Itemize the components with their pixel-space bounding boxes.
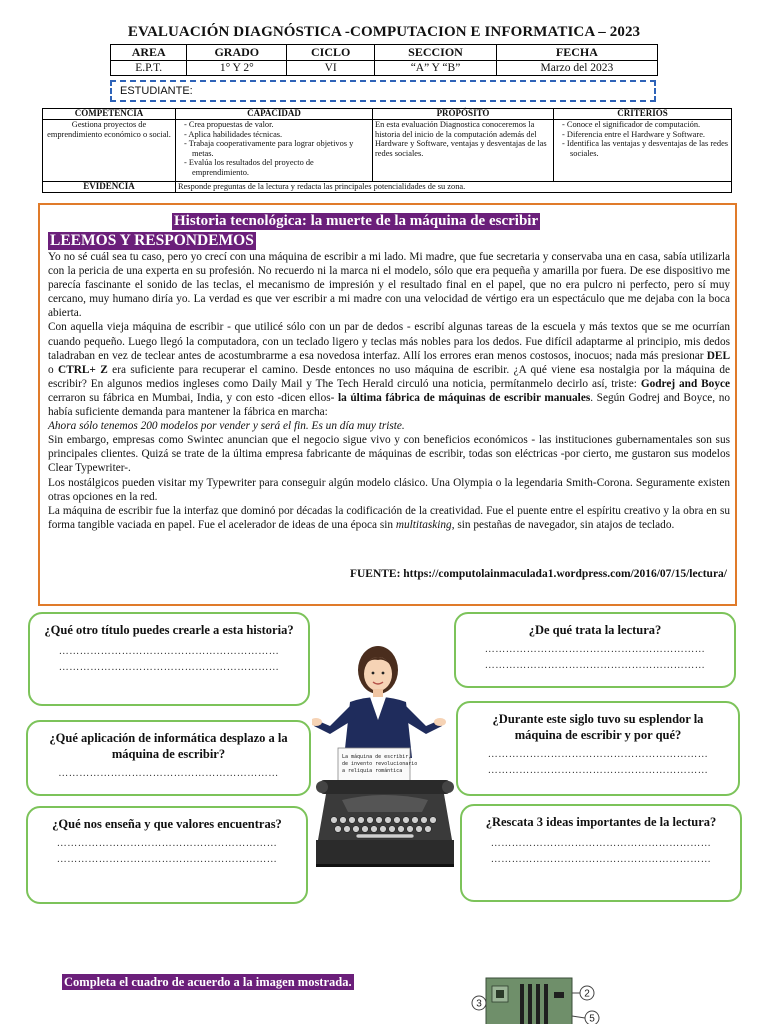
student-label: ESTUDIANTE: [120,85,193,97]
val-ciclo: VI [287,61,375,76]
callout-3 [472,996,486,1010]
capacidad-item: - Trabaja cooperativamente para lograr objetivos y metas. [192,139,370,158]
reading-body [48,250,730,532]
capacidad-item: - Evalúa los resultados del proyecto de emprendimiento. [192,158,370,177]
th-capacidad: CAPACIDAD [176,109,373,120]
capacidad-cell [176,120,373,182]
reading-section [38,203,737,606]
criterio-item: - Diferencia entre el Hardware y Software. [570,130,729,140]
criterios-cell [554,120,732,182]
activity-instruction: Completa el cuadro de acuerdo a la imagen mostrada. [64,975,352,989]
capacidad-item: - Crea propuestas de valor. [192,120,370,130]
val-grado: 1° Y 2° [187,61,287,76]
svg-text:3: 3 [476,998,482,1010]
info-table [110,44,658,76]
answer-line[interactable]: ……………………………………………………… [56,838,278,849]
answer-line[interactable]: ……………………………………………………… [58,646,280,657]
page-title: EVALUACIÓN DIAGNÓSTICA -COMPUTACION E INFORMATICA – 2023 [127,24,641,40]
svg-text:5: 5 [589,1013,595,1024]
question-box-title [28,612,310,706]
answer-line[interactable]: ……………………………………………………… [484,644,706,655]
criterio-item: - Identifica las ventajas y desventajas de las redes sociales. [570,139,729,158]
val-seccion: “A” Y “B” [375,61,497,76]
answer-line[interactable]: ……………………………………………………… [490,854,712,865]
question-text: ¿De qué trata la lectura? [528,623,662,637]
typewriter-icon [316,748,454,867]
motherboard-image [466,972,606,1024]
answer-line[interactable]: ……………………………………………………… [487,765,709,776]
paragraph: Con aquella vieja máquina de escribir - que utilicé sólo con un par de dedos - escribí algunas tareas de la escuela y más textos que se me ocurrían cuando pequeño. Luego llegó la computadora, con un teclado ligero y teclas más nobles para los dedos. Fue difícil adaptarme al principio, mis dedos taladraban en vez de teclear antes de acostumbrarme a esa novedosa interfaz. Allí los errores eran menos costosos, inocuos; nada más presionar DEL o CTRL+ Z era suficiente para recuperar el camino. Desde entonces no uso máquina de escribir. ¿A qué viene esa nostalgia por la máquina de escribir? En algunos medios ingleses como Daily Mail y The Tech Herald circuló una noticia, permítanmelo decirlo así, triste: Godrej and Boyce cerraron su fábrica en Mumbai, India, y con esto -dicen ellos- la última fábrica de máquinas de escribir manuales. Según Godrej and Boyce, no había suficiente demanda para mantener la fábrica en marcha: [48,321,731,419]
svg-text:a reliquia romántica: a reliquia romántica [342,768,403,774]
question-text: ¿Durante este siglo tuvo su esplendor la máquina de escribir y por qué? [492,712,704,742]
col-fecha: FECHA [496,45,657,61]
svg-text:2: 2 [584,988,590,1000]
question-box-century [456,701,740,796]
teacher-icon [312,646,446,758]
question-box-topic [454,612,736,688]
evidencia-text: Responde preguntas de la lectura y redacta las principales potencialidades de su zona. [176,182,732,193]
paragraph: Sin embargo, empresas como Swintec anuncian que el negocio sigue vivo y con beneficios económicos - las instituciones gubernamentales son sus principales clientes. Quizá se trate de la última empresa fabricante de máquinas de escribir, todas son eléctricas -por cierto, me gustaron sus modelos Clear Typewriter-. [48,434,730,475]
callout-5 [585,1011,599,1024]
proposito-cell: En esta evaluación Diagnostica conoceremos la historia del inicio de la computación además del Hardware y Software, ventajas y desventajas de las redes sociales. [373,120,554,182]
paragraph: La máquina de escribir fue la interfaz que dominó por décadas la codificación de la creatividad. Fue el puente entre el espíritu creativo y la obra en su forma tangible vaciada en papel. Fue el acelerador de ideas de una época sin multitasking, sin pestañas de navegador, sin atajos de teclado. [48,504,730,531]
teacher-typewriter-illustration [312,640,458,872]
paper-text: La máquina de escribir, [342,754,412,760]
svg-text:de invento revolucionario: de invento revolucionario [342,761,418,767]
col-area: AREA [111,45,187,61]
question-text: ¿Qué nos enseña y que valores encuentras? [52,817,282,831]
source-link[interactable]: FUENTE: https://computolainmaculada1.wordpress.com/2016/07/15/lectura/ [349,568,727,580]
competency-table [42,108,732,193]
question-text: ¿Qué otro título puedes crearle a esta historia? [44,623,294,637]
th-competencia: COMPETENCIA [43,109,176,120]
question-box-ideas [460,804,742,902]
val-fecha: Marzo del 2023 [496,61,657,76]
th-proposito: PROPÓSITO [373,109,554,120]
col-grado: GRADO [187,45,287,61]
evidencia-label: EVIDENCIA [43,182,176,193]
student-field[interactable] [110,80,656,102]
quote: Ahora sólo tenemos 200 modelos por vender y será el fin. Es un día muy triste. [48,420,405,433]
col-seccion: SECCION [375,45,497,61]
answer-line[interactable]: ……………………………………………………… [58,662,280,673]
competencia-cell: Gestiona proyectos de emprendimiento económico o social. [43,120,176,182]
answer-line[interactable]: ……………………………………………………… [487,749,709,760]
question-text: ¿Qué aplicación de informática desplazo a la máquina de escribir? [49,731,288,761]
answer-line[interactable]: ……………………………………………………… [58,768,279,779]
paragraph: Los nostálgicos pueden visitar my Typewriter para conseguir algún modelo clásico. Una Olympia o la legendaria Smith-Corona. Seguramente existen otras opciones en la red. [48,476,730,503]
criterio-item: - Conoce el significador de computación. [570,120,729,130]
callout-2 [580,986,594,1000]
answer-line[interactable]: ……………………………………………………… [490,838,712,849]
capacidad-item: - Aplica habilidades técnicas. [192,130,370,140]
question-box-values [26,806,308,904]
th-criterios: CRITERIOS [554,109,732,120]
answer-line[interactable]: ……………………………………………………… [56,854,278,865]
answer-line[interactable]: ……………………………………………………… [484,660,706,671]
val-area: E.P.T. [111,61,187,76]
reading-subtitle: LEEMOS Y RESPONDEMOS [50,232,254,249]
col-ciclo: CICLO [287,45,375,61]
reading-title: Historia tecnológica: la muerte de la máquina de escribir [174,213,539,229]
question-box-application [26,720,311,796]
paragraph: Yo no sé cuál sea tu caso, pero yo crecí con una máquina de escribir a mi lado. Mi madre, que fue secretaria y conservaba una en casa, sabía utilizarla con la pericia de una experta en su profesión. No recuerdo ni la marca ni el modelo, sólo que era pequeña y amarilla por fuera. De ese dispositivo me parecía fascinante el sonido de las teclas, el mecanismo de impresión y el resultado final en el papel, que no era pulcro ni perfecto, pero sí muy cercano, muy humano diría yo. La verdad es que ver escribir a mi madre con una velocidad de vértigo era un espectáculo que me dejaba con la boca abierta. [48,251,730,320]
question-text: ¿Rescata 3 ideas importantes de la lectura? [485,815,717,829]
